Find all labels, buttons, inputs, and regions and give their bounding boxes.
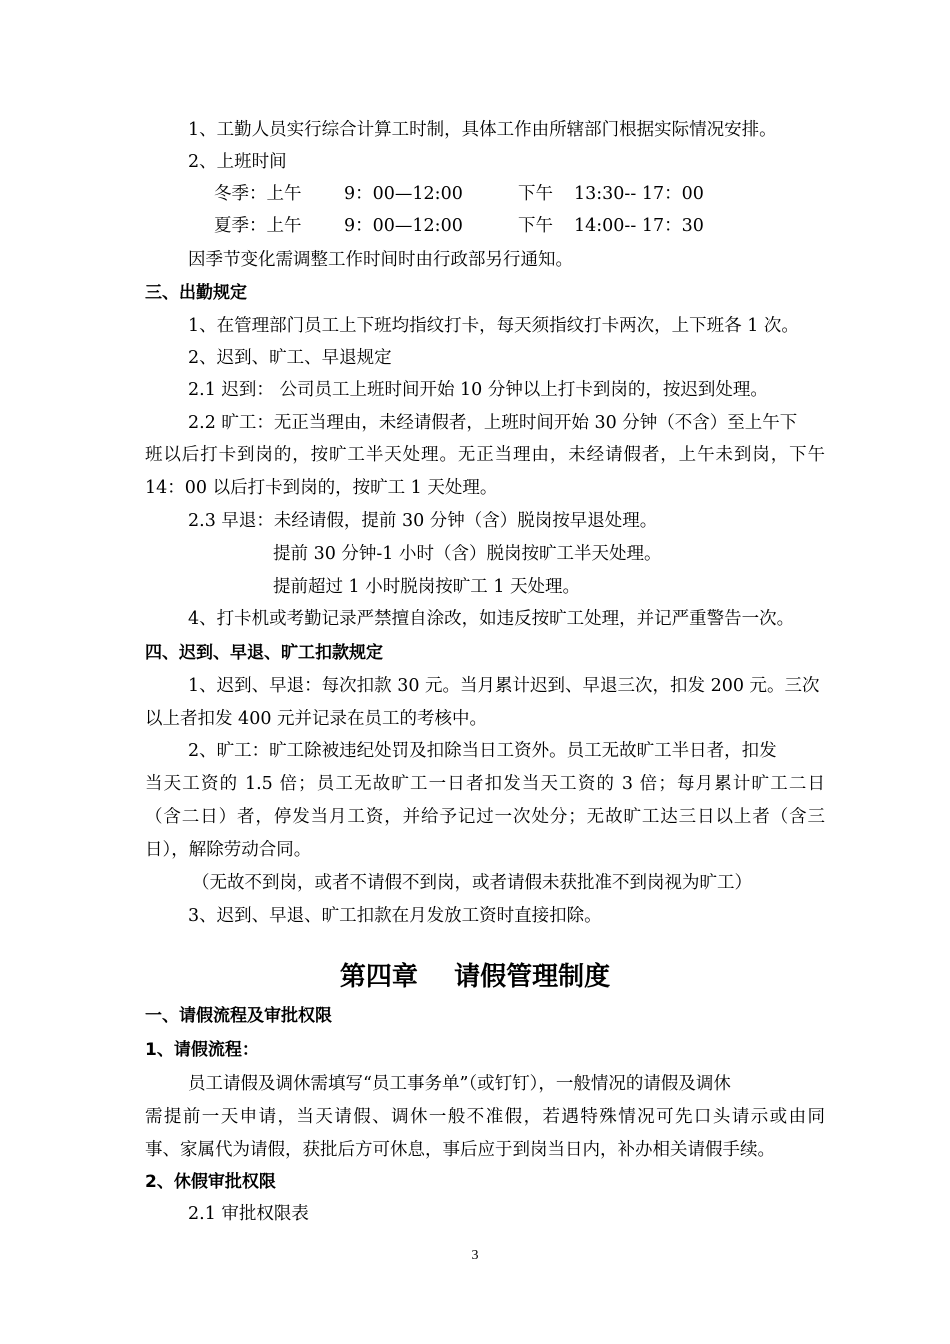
section-heading: 三、出勤规定 — [145, 283, 247, 303]
season-label: 冬季：上午 — [214, 184, 302, 204]
chapter-title: 第四章 请假管理制度 — [339, 962, 611, 992]
season-label: 夏季：上午 — [214, 216, 302, 236]
text-line: 2.3 早退：未经请假，提前 30 分钟（含）脱岗按早退处理。 — [188, 511, 658, 531]
text-line: 1、在管理部门员工上下班均指纹打卡，每天须指纹打卡两次，上下班各 1 次。 — [188, 316, 799, 336]
morning-time: 9：00—12:00 — [344, 184, 463, 204]
subsection-heading: 1、请假流程： — [145, 1040, 259, 1060]
text-line: 2、迟到、旷工、早退规定 — [188, 348, 392, 368]
subsection-heading: 2、休假审批权限 — [145, 1172, 276, 1192]
text-line: 14：00 以后打卡到岗的，按旷工 1 天处理。 — [145, 478, 498, 498]
text-line: 3、迟到、早退、旷工扣款在月发放工资时直接扣除。 — [188, 906, 602, 926]
winter-schedule — [214, 182, 704, 206]
text-line: 2.2 旷工：无正当理由，未经请假者，上班时间开始 30 分钟（不含）至上午下 — [188, 413, 798, 433]
text-line: 班以后打卡到岗的，按旷工半天处理。无正当理由，未经请假者，上午未到岗，下午 — [145, 445, 825, 465]
afternoon-time: 13:30-- 17：00 — [574, 184, 704, 204]
text-line: 需提前一天申请，当天请假、调休一般不准假，若遇特殊情况可先口头请示或由同 — [145, 1107, 825, 1127]
section-heading: 一、请假流程及审批权限 — [145, 1006, 332, 1026]
text-line: 提前超过 1 小时脱岗按旷工 1 天处理。 — [273, 577, 581, 597]
text-line: 2.1 审批权限表 — [188, 1204, 309, 1224]
text-line: 以上者扣发 400 元并记录在员工的考核中。 — [145, 709, 488, 729]
afternoon-label: 下午 — [518, 216, 553, 236]
text-line: 日），解除劳动合同。 — [145, 840, 312, 860]
text-line: 因季节变化需调整工作时间时由行政部另行通知。 — [188, 250, 573, 270]
text-line: 2、旷工：旷工除被违纪处罚及扣除当日工资外。员工无故旷工半日者，扣发 — [188, 741, 777, 761]
morning-time: 9：00—12:00 — [344, 216, 463, 236]
text-line: 事、家属代为请假，获批后方可休息，事后应于到岗当日内，补办相关请假手续。 — [145, 1140, 775, 1160]
section-heading: 四、迟到、早退、旷工扣款规定 — [145, 643, 383, 663]
text-line: 员工请假及调休需填写“员工事务单”（或钉钉），一般情况的请假及调休 — [188, 1074, 731, 1094]
text-line: （无故不到岗，或者不请假不到岗，或者请假未获批准不到岗视为旷工） — [192, 873, 752, 893]
summer-schedule — [214, 214, 704, 238]
page-number: 3 — [471, 1248, 479, 1263]
text-line: 2、上班时间 — [188, 152, 287, 172]
text-line: 4、打卡机或考勤记录严禁擅自涂改，如违反按旷工处理，并记严重警告一次。 — [188, 609, 795, 629]
text-line: （含二日）者，停发当月工资，并给予记过一次处分；无故旷工达三日以上者（含三 — [145, 807, 825, 827]
text-line: 当天工资的 1.5 倍；员工无故旷工一日者扣发当天工资的 3 倍；每月累计旷工二日 — [145, 774, 825, 794]
afternoon-label: 下午 — [518, 184, 553, 204]
afternoon-time: 14:00-- 17：30 — [574, 216, 704, 236]
text-line: 1、工勤人员实行综合计算工时制，具体工作由所辖部门根据实际情况安排。 — [188, 120, 777, 140]
text-line: 2.1 迟到： 公司员工上班时间开始 10 分钟以上打卡到岗的，按迟到处理。 — [188, 380, 768, 400]
text-line: 1、迟到、早退：每次扣款 30 元。当月累计迟到、早退三次，扣发 200 元。三次 — [188, 676, 820, 696]
text-line: 提前 30 分钟-1 小时（含）脱岗按旷工半天处理。 — [273, 544, 662, 564]
